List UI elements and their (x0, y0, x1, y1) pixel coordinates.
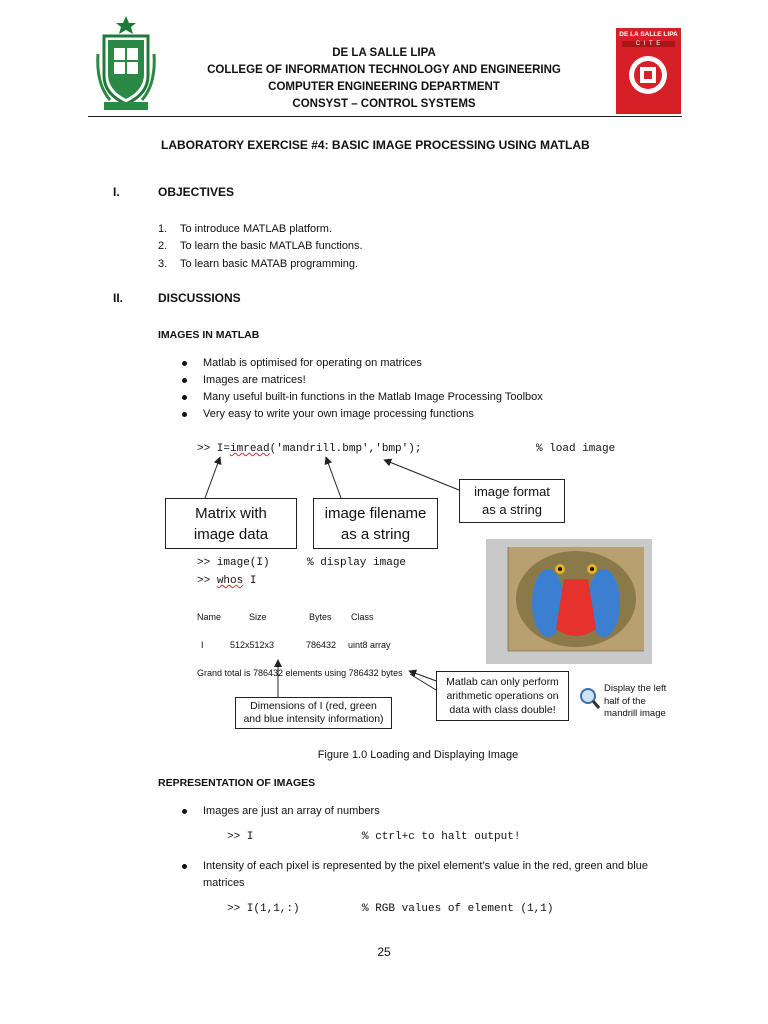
callout-line: and blue intensity information) (243, 713, 384, 725)
bullet-dot (182, 864, 187, 869)
subheading-images-in-matlab: IMAGES IN MATLAB (158, 329, 260, 341)
code-prompt: >> (197, 575, 217, 587)
header-department: COMPUTER ENGINEERING DEPARTMENT (268, 81, 500, 93)
callout-line: Dimensions of I (red, green (250, 700, 377, 712)
objective-1: To introduce MATLAB platform. (180, 223, 333, 235)
bullet-item: Images are just an array of numbers (203, 805, 380, 817)
side-note (604, 683, 666, 721)
callout-image-filename (313, 498, 438, 549)
section-2-number: II. (113, 291, 124, 305)
callout-matrix-with-image-data (165, 498, 297, 549)
code-image-comment: % display image (307, 557, 407, 569)
code-args: ('mandrill.bmp','bmp'); (269, 443, 422, 455)
header-college: COLLEGE OF INFORMATION TECHNOLOGY AND ENGINEERING (207, 64, 561, 76)
whos-grand-total: Grand total is 786432 elements using 786432 bytes (197, 668, 403, 678)
whos-cell-size: 512x512x3 (230, 640, 275, 650)
page-title: LABORATORY EXERCISE #4: BASIC IMAGE PROCESSING USING MATLAB (161, 138, 590, 152)
bullet-item: Intensity of each pixel is represented by the pixel element’s value in the red, green and blue (203, 860, 648, 872)
callout-line: Matrix with (195, 505, 267, 522)
bullet-dot (182, 809, 187, 814)
subheading-representation: REPRESENTATION OF IMAGES (158, 777, 316, 789)
callout-line: image format (474, 484, 550, 499)
bullet-item: Very easy to write your own image processing functions (203, 408, 474, 420)
magnifier-icon (577, 686, 601, 710)
header-course: CONSYST – CONTROL SYSTEMS (292, 98, 476, 110)
whos-header-class: Class (351, 612, 374, 622)
callout-line: data with class double! (449, 704, 556, 716)
side-note-line: half of the (604, 695, 646, 707)
objective-1-number: 1. (158, 223, 168, 235)
whos-header-size: Size (249, 612, 267, 622)
section-1-heading: OBJECTIVES (158, 185, 235, 199)
callout-line: as a string (482, 502, 542, 517)
figure-caption: Figure 1.0 Loading and Displaying Image (317, 749, 519, 761)
side-note-line: mandrill image (604, 708, 666, 719)
whos-cell-class: uint8 array (348, 640, 391, 650)
callout-dimensions (235, 697, 392, 729)
objective-3-number: 3. (158, 258, 168, 270)
callout-line: as a string (340, 526, 411, 543)
code-imread-comment: % load image (536, 443, 616, 455)
objective-2: To learn the basic MATLAB functions. (180, 240, 363, 252)
cite-logo-school-text: DE LA SALLE LIPA (619, 31, 678, 38)
callout-line: arithmetic operations on (446, 690, 559, 702)
callout-line: image filename (324, 505, 427, 522)
whos-header-bytes: Bytes (309, 612, 332, 622)
mandrill-plot-icon (486, 539, 652, 664)
section-2-heading: DISCUSSIONS (158, 291, 241, 305)
code-function: imread (230, 443, 270, 455)
code-prompt: >> I= (197, 443, 231, 455)
code-function: whos (216, 575, 244, 587)
bullet-item: Many useful built-in functions in the Matlab Image Processing Toolbox (203, 391, 543, 403)
code-pixel-comment: % RGB values of element (1,1) (362, 903, 554, 915)
code-i-comment: % ctrl+c to halt output! (362, 831, 521, 843)
bullet-item: Matlab is optimised for operating on matrices (203, 357, 422, 369)
side-note-line: Display the left (604, 683, 667, 694)
page-number: 25 (377, 945, 391, 959)
objective-2-number: 2. (158, 240, 168, 252)
bullet-item-continued: matrices (203, 877, 245, 889)
objective-3: To learn basic MATAB programming. (180, 258, 359, 270)
bullet-item: Images are matrices! (203, 374, 306, 386)
code-i: >> I (227, 831, 254, 843)
whos-cell-bytes: 786432 (306, 640, 337, 650)
whos-header-name: Name (197, 612, 222, 622)
callout-line: image data (193, 526, 269, 543)
code-image: >> image(I) (197, 557, 270, 569)
cite-logo-band: C I T E (622, 41, 675, 47)
whos-cell-name: I (201, 640, 204, 650)
code-whos (197, 575, 256, 587)
section-1-number: I. (113, 185, 120, 199)
header-school: DE LA SALLE LIPA (332, 47, 436, 59)
callout-image-format (459, 479, 565, 523)
code-pixel: >> I(1,1,:) (227, 903, 300, 915)
callout-line: Matlab can only perform (446, 676, 559, 688)
code-args: I (243, 575, 257, 587)
callout-class-double (436, 671, 569, 721)
mandrill-image (486, 539, 652, 664)
